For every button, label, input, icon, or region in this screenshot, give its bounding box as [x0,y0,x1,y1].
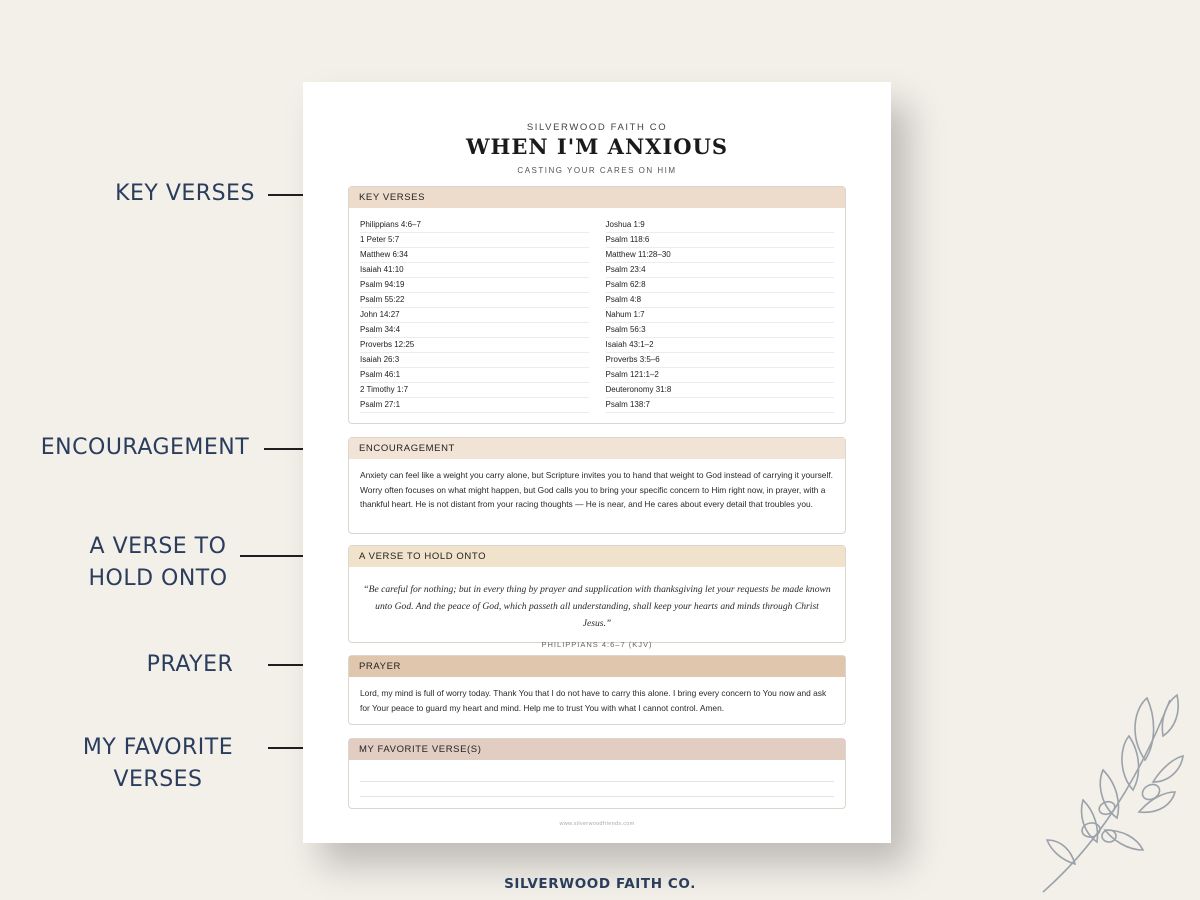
verse-reference-item: Isaiah 41:10 [360,263,589,278]
verse-reference-item: Isaiah 26:3 [360,353,589,368]
verse-reference-item: Psalm 34:4 [360,323,589,338]
key-verses-heading: KEY VERSES [349,187,845,208]
verse-reference-item: Matthew 11:28–30 [606,248,835,263]
annotation-encouragement: ENCOURAGEMENT [40,435,250,460]
verse-reference-item: Psalm 4:8 [606,293,835,308]
writing-line[interactable] [360,767,834,782]
verses-right-column [606,218,835,413]
encouragement-text: Anxiety can feel like a weight you carry alone, but Scripture invites you to hand that weight to God instead of carrying it yourself. Worry often focuses on what might happen, but God calls you to bring your specific concern to Him right now, in prayer, with a thankful heart. He is not distant from your racing thoughts — He is near, and He cares about every detail that troubles you. [360,470,833,509]
encouragement-heading: ENCOURAGEMENT [349,438,845,459]
key-verses-section [348,186,846,424]
verse-heading: A VERSE TO HOLD ONTO [349,546,845,567]
verse-reference-item: Isaiah 43:1–2 [606,338,835,353]
olive-branch-icon [1035,690,1185,895]
verse-reference-item: Psalm 56:3 [606,323,835,338]
verse-reference-item: Psalm 62:8 [606,278,835,293]
favorites-section [348,738,846,809]
annotation-prayer: PRAYER [146,652,234,677]
verse-reference-item: 1 Peter 5:7 [360,233,589,248]
prayer-heading: PRAYER [349,656,845,677]
verse-reference-item: Psalm 55:22 [360,293,589,308]
verse-reference-item: Psalm 138:7 [606,398,835,413]
verse-reference-item: Philippians 4:6–7 [360,218,589,233]
verse-reference-item: Proverbs 12:25 [360,338,589,353]
key-verses-list [349,208,845,413]
verse-reference-item: Psalm 27:1 [360,398,589,413]
annotation-key-verses: KEY VERSES [115,181,255,206]
page-subtitle: CASTING YOUR CARES ON HIM [517,166,677,175]
verse-section [348,545,846,649]
prayer-text: Lord, my mind is full of worry today. Thank You that I do not have to carry this alone. I bring every concern to You now and ask for Your peace to guard my heart and mind. Help me to trust You with what I cannot control. Amen. [360,688,827,713]
verse-reference-item: Matthew 6:34 [360,248,589,263]
verse-reference-item: 2 Timothy 1:7 [360,383,589,398]
verse-reference-item: Joshua 1:9 [606,218,835,233]
page-title: WHEN I'M ANXIOUS [465,134,729,159]
footer-url: www.silverwoodfriends.com [559,821,635,827]
verse-quote: “Be careful for nothing; but in every thing by prayer and supplication with thanksgiving let your requests be made known unto God. And the peace of God, which passeth all understanding, shall keep your hearts and minds through Christ Jesus.” [363,584,831,629]
prayer-section [348,655,846,725]
verse-reference-item: John 14:27 [360,308,589,323]
verse-reference-item: Psalm 94:19 [360,278,589,293]
verse-reference-item: Psalm 121:1–2 [606,368,835,383]
verse-reference-item: Nahum 1:7 [606,308,835,323]
annotation-verse-to-hold-onto: A VERSE TO HOLD ONTO [88,534,228,591]
verse-reference: PHILIPPIANS 4:6–7 (KJV) [541,640,653,649]
verse-reference-item: Psalm 23:4 [606,263,835,278]
verse-reference-item: Psalm 46:1 [360,368,589,383]
bottom-brand: SILVERWOOD FAITH CO. [504,876,696,892]
page-brand: SILVERWOOD FAITH CO [526,122,668,133]
encouragement-section [348,437,846,534]
verse-reference-item: Deuteronomy 31:8 [606,383,835,398]
favorites-heading: MY FAVORITE VERSE(S) [349,739,845,760]
verse-reference-item: Psalm 118:6 [606,233,835,248]
writing-line[interactable] [360,782,834,797]
verse-reference-item: Proverbs 3:5–6 [606,353,835,368]
worksheet-page [303,82,891,843]
verses-left-column [360,218,589,413]
annotation-my-favorite-verses: MY FAVORITE VERSES [82,735,234,792]
